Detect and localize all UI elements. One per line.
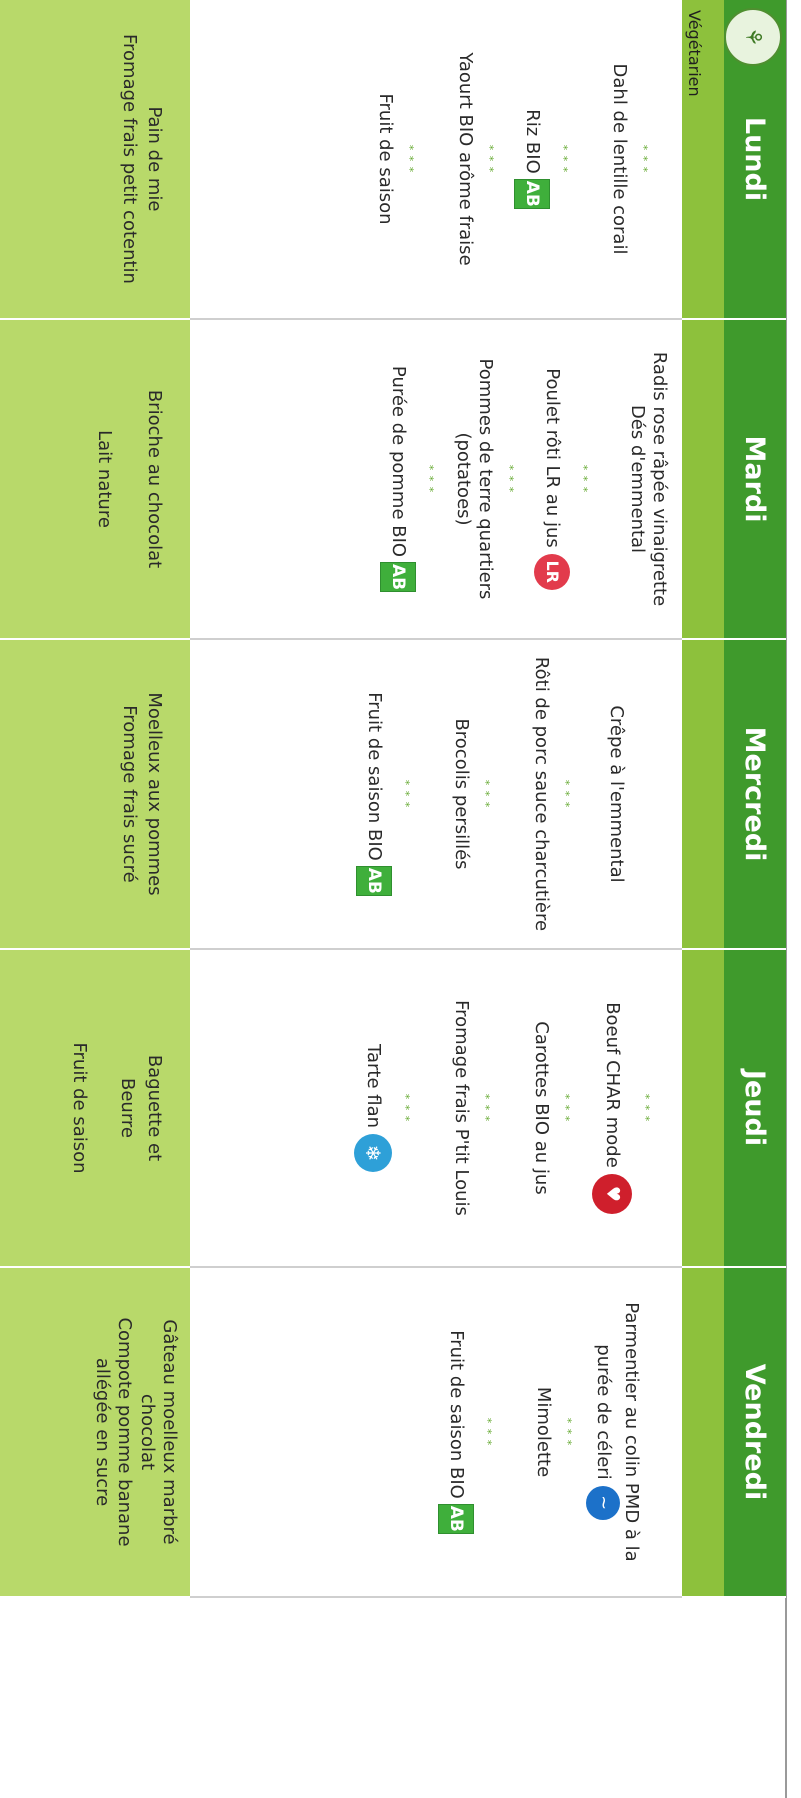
dish-item [605, 640, 627, 948]
separator-stars: * * * [639, 1093, 652, 1123]
main-menu-cell [190, 640, 682, 950]
dish-label: Fruit de saison BIO [364, 692, 385, 861]
main-menu-cell [190, 320, 682, 640]
dish-item [586, 1268, 642, 1596]
separator-stars: * * * [559, 1093, 572, 1123]
dish-label: Pommes de terre quartiers (potatoes) [453, 358, 496, 600]
dish-label: Fruit de saison [375, 93, 396, 225]
dish-item [356, 640, 392, 948]
separator-stars: * * * [559, 779, 572, 809]
day-header-lundi: Lundi ⚘ [724, 0, 786, 320]
dish-label: Carottes BIO au jus [531, 1021, 552, 1195]
dish-label: Riz BIO [522, 109, 543, 174]
subheader-bar [682, 1268, 724, 1598]
dish-label: Purée de pomme BIO [388, 365, 409, 558]
dish-item [454, 0, 476, 318]
separator-stars: * * * [577, 464, 590, 494]
pmd-fish-icon: ~ [586, 1486, 620, 1520]
dish-item [374, 0, 396, 318]
dish-label: Tarte flan [363, 1043, 384, 1129]
dish-item [648, 320, 670, 638]
separator-stars: * * * [503, 464, 516, 494]
ab-bio-icon: AB [514, 179, 550, 209]
ab-bio-icon: AB [380, 562, 416, 592]
snack-cell [0, 950, 190, 1268]
dish-item [514, 0, 550, 318]
dish-item [450, 640, 472, 948]
separator-stars: * * * [479, 779, 492, 809]
main-menu-cell [190, 950, 682, 1268]
dish-label: Yaourt BIO arôme fraise [455, 52, 476, 266]
separator-stars: * * * [557, 144, 570, 174]
dish-item [354, 950, 392, 1266]
dish-item [450, 950, 472, 1266]
top-border [785, 0, 801, 1798]
separator-stars: * * * [399, 779, 412, 809]
dish-item [532, 1268, 554, 1596]
snack-item: Pain de mie [144, 106, 165, 212]
ab-bio-icon: AB [438, 1504, 474, 1534]
snowflake-icon: ❄ [354, 1134, 392, 1172]
dish-item [438, 1268, 474, 1596]
snack-item: Baguette et [144, 1054, 165, 1162]
snack-item: Fromage frais sucré [119, 705, 140, 883]
main-menu-cell [190, 0, 682, 320]
snack-item: Fromage frais petit cotentin [119, 34, 140, 284]
dish-item [452, 320, 496, 638]
dish-item [608, 0, 630, 318]
dish-item [626, 320, 648, 638]
snack-cell [0, 1268, 190, 1598]
diet-label: Végétarien [685, 10, 704, 97]
day-header-mardi: Mardi [724, 320, 786, 640]
dish-label: Dés d'emmental [627, 404, 648, 554]
snack-item: Beurre [117, 1078, 138, 1138]
separator-stars: * * * [423, 464, 436, 494]
subheader-bar [682, 320, 724, 640]
snack-item: Moelleux aux pommes [144, 692, 165, 896]
dish-item [530, 640, 552, 948]
subheader-bar [682, 640, 724, 950]
separator-stars: * * * [561, 1417, 574, 1447]
dish-label: Poulet rôti LR au jus [542, 368, 563, 548]
dish-label: Dahl de lentille corail [609, 63, 630, 255]
dish-label: Mimolette [533, 1386, 554, 1478]
dish-item [592, 950, 632, 1266]
char-icon: ♥ [592, 1174, 632, 1214]
snack-item: Fruit de saison [69, 1042, 90, 1174]
separator-stars: * * * [481, 1417, 494, 1447]
snack-item: Compote pomme banane allégée en sucre [92, 1317, 135, 1547]
separator-stars: * * * [483, 144, 496, 174]
snack-cell [0, 0, 190, 320]
snack-item: Lait nature [94, 430, 115, 528]
dish-label: Rôti de porc sauce charcutière [531, 656, 552, 932]
dish-label: Brocolis persillés [451, 718, 472, 870]
day-header-vendredi: Vendredi [724, 1268, 786, 1598]
snack-item: Brioche au chocolat [144, 389, 165, 569]
separator-stars: * * * [637, 144, 650, 174]
dish-item [530, 950, 552, 1266]
subheader-bar [682, 950, 724, 1268]
dish-item [380, 320, 416, 638]
dish-label: Parmentier au colin PMD à la purée de céleri [593, 1302, 642, 1562]
snack-cell [0, 320, 190, 640]
dish-label: Radis rose râpée vinaigrette [649, 351, 670, 607]
dish-label: Crêpe à l'emmental [606, 705, 627, 883]
snack-item: Gâteau moelleux marbré chocolat [137, 1319, 180, 1545]
separator-stars: * * * [403, 144, 416, 174]
day-header-jeudi: Jeudi [724, 950, 786, 1268]
separator-stars: * * * [479, 1093, 492, 1123]
snack-cell [0, 640, 190, 950]
ab-bio-icon: AB [356, 866, 392, 896]
subheader-bar [682, 0, 724, 320]
organic-leaf-logo-icon: ⚘ [724, 8, 782, 66]
dish-label: Fromage frais P'tit Louis [451, 1000, 472, 1216]
day-header-mercredi: Mercredi [724, 640, 786, 950]
label-rouge-icon: LR [534, 554, 570, 590]
dish-label: Fruit de saison BIO [446, 1330, 467, 1499]
main-menu-cell [190, 1268, 682, 1598]
dish-label: Boeuf CHAR mode [602, 1002, 623, 1168]
separator-stars: * * * [399, 1093, 412, 1123]
dish-item [534, 320, 570, 638]
